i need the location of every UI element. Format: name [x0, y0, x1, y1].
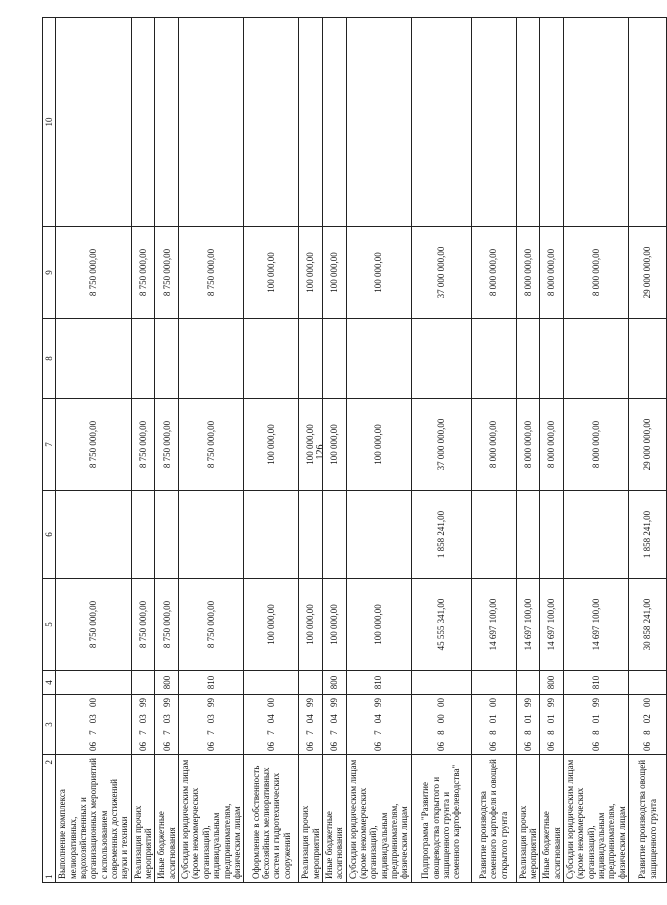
- row-value-col7: 8 750 000,00: [56, 399, 131, 491]
- row-value-col7: 100 000,00: [346, 399, 411, 491]
- row-name: Развитие производства овощей защищенного грунта: [629, 755, 667, 883]
- code-parts: [88, 698, 98, 751]
- row-value-col9: 8 000 000,00: [471, 227, 516, 319]
- code-parts: [266, 698, 276, 751]
- code-part: 8: [590, 730, 601, 735]
- row-value-col10: [564, 18, 629, 227]
- table-row: [540, 18, 564, 883]
- code-part: 7: [305, 730, 316, 735]
- code-part: 01: [488, 714, 499, 724]
- row-value-col8: [346, 319, 411, 399]
- row-value-col10: [471, 18, 516, 227]
- budget-table: [42, 17, 667, 883]
- row-expense-type: [516, 671, 540, 695]
- row-expense-type: [471, 671, 516, 695]
- code-part: 8: [546, 730, 557, 735]
- row-value-col6: [346, 491, 411, 579]
- row-value-col5: 14 697 100,00: [471, 579, 516, 671]
- row-value-col9: 8 000 000,00: [540, 227, 564, 319]
- row-value-col6: [540, 491, 564, 579]
- row-expense-type: [629, 671, 667, 695]
- row-name: Иные бюджетные ассигнования: [155, 755, 179, 883]
- row-value-col9: 29 000 000,00: [629, 227, 667, 319]
- column-header: 6: [43, 491, 56, 579]
- row-value-col6: [131, 491, 155, 579]
- row-expense-type: 800: [322, 671, 346, 695]
- code-part: 8: [435, 730, 446, 735]
- row-value-col9: 8 000 000,00: [516, 227, 540, 319]
- row-value-col5: 8 750 000,00: [155, 579, 179, 671]
- row-value-col10: [155, 18, 179, 227]
- row-value-col6: [179, 491, 244, 579]
- row-value-col7: 100 000,00: [244, 399, 299, 491]
- row-value-col10: [56, 18, 131, 227]
- column-header: 3: [43, 695, 56, 755]
- row-value-col10: [346, 18, 411, 227]
- row-value-col6: 1 858 241,00: [411, 491, 471, 579]
- row-value-col7: 100 000,00: [322, 399, 346, 491]
- row-code: [629, 695, 667, 755]
- page-number: 126: [315, 444, 326, 460]
- row-value-col7: 8 000 000,00: [540, 399, 564, 491]
- code-part: 06: [161, 742, 172, 751]
- row-code: [155, 695, 179, 755]
- code-part: 01: [546, 714, 557, 724]
- row-code: [516, 695, 540, 755]
- row-value-col9: 8 000 000,00: [564, 227, 629, 319]
- row-value-col7: 8 000 000,00: [516, 399, 540, 491]
- code-part: 7: [205, 730, 216, 735]
- code-part: 7: [88, 730, 99, 735]
- row-value-col7: 100 000,00: [299, 399, 323, 491]
- row-expense-type: [299, 671, 323, 695]
- rotated-table-frame: [42, 18, 658, 883]
- row-code: [131, 695, 155, 755]
- code-part: 00: [266, 698, 277, 708]
- column-header-label: 2: [44, 760, 54, 765]
- row-value-col8: [299, 319, 323, 399]
- row-name: Выполнение комплекса мелиоративных, водохозяйственных и организационных мероприятий с использованием современных достижений науки и техники: [56, 755, 131, 883]
- row-code: [346, 695, 411, 755]
- row-value-col10: [244, 18, 299, 227]
- code-part: 00: [88, 698, 99, 708]
- row-value-col5: 8 750 000,00: [56, 579, 131, 671]
- row-value-col8: [179, 319, 244, 399]
- code-part: 7: [373, 730, 384, 735]
- row-name: Подпрограмма "Развитие овощеводства открытого и защищенного грунта и семенного картофелеводства": [411, 755, 471, 883]
- code-part: 7: [161, 730, 172, 735]
- table-row: [516, 18, 540, 883]
- row-name: Реализация прочих мероприятий: [516, 755, 540, 883]
- code-part: 00: [642, 698, 653, 708]
- row-value-col10: [540, 18, 564, 227]
- row-name: Субсидии юридическим лицам (кроме некоммерческих организаций), индивидуальным предпринимателям, физическим лицам: [564, 755, 629, 883]
- row-value-col10: [322, 18, 346, 227]
- table-row: [179, 18, 244, 883]
- code-part: 7: [266, 730, 277, 735]
- code-part: 06: [266, 742, 277, 751]
- column-header: 9: [43, 227, 56, 319]
- code-part: 06: [488, 742, 499, 751]
- code-part: 06: [329, 742, 340, 751]
- code-part: 7: [329, 730, 340, 735]
- row-value-col7: 8 750 000,00: [155, 399, 179, 491]
- row-value-col10: [516, 18, 540, 227]
- row-value-col8: [516, 319, 540, 399]
- row-value-col7: 8 000 000,00: [564, 399, 629, 491]
- row-name: Развитие производства семенного картофеля и овощей открытого грунта: [471, 755, 516, 883]
- row-value-col9: 8 750 000,00: [56, 227, 131, 319]
- row-code: [179, 695, 244, 755]
- row-value-col10: [629, 18, 667, 227]
- row-expense-type: [131, 671, 155, 695]
- row-value-col10: [299, 18, 323, 227]
- row-value-col10: [179, 18, 244, 227]
- row-value-col8: [155, 319, 179, 399]
- code-part: 06: [205, 742, 216, 751]
- table-row: [155, 18, 179, 883]
- code-parts: [546, 698, 556, 751]
- table-row: [244, 18, 299, 883]
- row-value-col5: 100 000,00: [244, 579, 299, 671]
- code-part: 99: [305, 698, 316, 708]
- row-value-col5: 100 000,00: [299, 579, 323, 671]
- code-part: 8: [522, 730, 533, 735]
- code-part: 06: [546, 742, 557, 751]
- code-part: 03: [137, 714, 148, 724]
- row-name: Реализация прочих мероприятий: [299, 755, 323, 883]
- row-value-col8: [564, 319, 629, 399]
- row-expense-type: 800: [155, 671, 179, 695]
- row-value-col9: 8 750 000,00: [155, 227, 179, 319]
- row-value-col10: [131, 18, 155, 227]
- row-name: Реализация прочих мероприятий: [131, 755, 155, 883]
- code-part: 06: [435, 742, 446, 751]
- code-part: 01: [590, 714, 601, 724]
- row-value-col5: 100 000,00: [322, 579, 346, 671]
- code-part: 99: [329, 698, 340, 708]
- code-part: 03: [205, 714, 216, 724]
- row-name: Иные бюджетные ассигнования: [322, 755, 346, 883]
- code-parts: [162, 698, 172, 751]
- row-value-col7: 29 000 000,00: [629, 399, 667, 491]
- table-row: [299, 18, 323, 883]
- code-part: 06: [373, 742, 384, 751]
- code-part: 03: [161, 714, 172, 724]
- code-part: 99: [590, 698, 601, 708]
- row-value-col6: [244, 491, 299, 579]
- table-row: [56, 18, 131, 883]
- code-part: 8: [488, 730, 499, 735]
- row-code: [322, 695, 346, 755]
- column-header: [43, 755, 56, 883]
- row-value-col5: 100 000,00: [346, 579, 411, 671]
- row-value-col7: 8 000 000,00: [471, 399, 516, 491]
- code-part: 04: [373, 714, 384, 724]
- row-name: Иные бюджетные ассигнования: [540, 755, 564, 883]
- code-part: 06: [642, 742, 653, 751]
- table-body: [43, 18, 667, 883]
- row-expense-type: 800: [540, 671, 564, 695]
- row-value-col5: 14 697 100,00: [540, 579, 564, 671]
- column-header: 5: [43, 579, 56, 671]
- code-part: 00: [435, 698, 446, 708]
- row-value-col6: 1 858 241,00: [629, 491, 667, 579]
- row-value-col8: [411, 319, 471, 399]
- row-value-col9: 100 000,00: [346, 227, 411, 319]
- row-code: [56, 695, 131, 755]
- code-part: 7: [137, 730, 148, 735]
- code-parts: [373, 698, 383, 751]
- row-expense-type: 810: [179, 671, 244, 695]
- code-part: 06: [522, 742, 533, 751]
- row-value-col9: 100 000,00: [299, 227, 323, 319]
- row-value-col5: 8 750 000,00: [131, 579, 155, 671]
- table-row: [131, 18, 155, 883]
- row-value-col5: 14 697 100,00: [564, 579, 629, 671]
- table-row: [629, 18, 667, 883]
- column-header: 8: [43, 319, 56, 399]
- code-parts: [436, 698, 446, 751]
- row-expense-type: 810: [346, 671, 411, 695]
- table-row: [471, 18, 516, 883]
- row-code: [299, 695, 323, 755]
- row-value-col6: [322, 491, 346, 579]
- row-value-col8: [540, 319, 564, 399]
- row-value-col8: [471, 319, 516, 399]
- code-parts: [138, 698, 148, 751]
- column-header: 7: [43, 399, 56, 491]
- row-value-col9: 8 750 000,00: [131, 227, 155, 319]
- column-header-label: 1: [44, 874, 54, 879]
- row-name: Оформление в собственность бесхозяйных мелиоративных систем и гидротехнических сооружений: [244, 755, 299, 883]
- row-name: Субсидии юридическим лицам (кроме некоммерческих организаций), индивидуальным предпринимателям, физическим лицам: [346, 755, 411, 883]
- code-parts: [642, 698, 652, 751]
- row-value-col6: [155, 491, 179, 579]
- code-part: 99: [522, 698, 533, 708]
- code-parts: [305, 698, 315, 751]
- code-part: 01: [522, 714, 533, 724]
- row-expense-type: [56, 671, 131, 695]
- code-part: 04: [329, 714, 340, 724]
- row-value-col9: 8 750 000,00: [179, 227, 244, 319]
- code-part: 06: [88, 742, 99, 751]
- row-code: [411, 695, 471, 755]
- code-part: 04: [266, 714, 277, 724]
- row-expense-type: [411, 671, 471, 695]
- code-part: 03: [88, 714, 99, 724]
- code-part: 02: [642, 714, 653, 724]
- row-expense-type: 810: [564, 671, 629, 695]
- row-value-col6: [564, 491, 629, 579]
- row-value-col7: 8 750 000,00: [179, 399, 244, 491]
- row-value-col8: [56, 319, 131, 399]
- code-part: 99: [161, 698, 172, 708]
- code-parts: [488, 698, 498, 751]
- row-value-col5: 14 697 100,00: [516, 579, 540, 671]
- code-part: 00: [435, 714, 446, 724]
- row-value-col6: [516, 491, 540, 579]
- row-value-col6: [299, 491, 323, 579]
- code-part: 04: [305, 714, 316, 724]
- code-part: 99: [373, 698, 384, 708]
- table-row: [564, 18, 629, 883]
- row-value-col5: 30 858 241,00: [629, 579, 667, 671]
- column-header: 10: [43, 18, 56, 227]
- code-part: 06: [590, 742, 601, 751]
- row-value-col5: 8 750 000,00: [179, 579, 244, 671]
- code-part: 99: [546, 698, 557, 708]
- row-value-col8: [322, 319, 346, 399]
- row-value-col10: [411, 18, 471, 227]
- row-code: [540, 695, 564, 755]
- code-parts: [206, 698, 216, 751]
- column-header: 4: [43, 671, 56, 695]
- table-row: [322, 18, 346, 883]
- row-value-col6: [471, 491, 516, 579]
- row-code: [471, 695, 516, 755]
- code-parts: [523, 698, 533, 751]
- code-parts: [591, 698, 601, 751]
- row-value-col5: 45 555 341,00: [411, 579, 471, 671]
- row-code: [244, 695, 299, 755]
- row-value-col8: [244, 319, 299, 399]
- code-part: 99: [205, 698, 216, 708]
- row-value-col7: 37 000 000,00: [411, 399, 471, 491]
- row-value-col9: 100 000,00: [244, 227, 299, 319]
- code-part: 8: [642, 730, 653, 735]
- row-value-col7: 8 750 000,00: [131, 399, 155, 491]
- row-name: Субсидии юридическим лицам (кроме некоммерческих организаций), индивидуальным предпринимателям, физическим лицам: [179, 755, 244, 883]
- row-value-col8: [629, 319, 667, 399]
- code-part: 06: [305, 742, 316, 751]
- row-expense-type: [244, 671, 299, 695]
- code-part: 99: [137, 698, 148, 708]
- table-row: [346, 18, 411, 883]
- row-code: [564, 695, 629, 755]
- code-part: 00: [488, 698, 499, 708]
- row-value-col9: 37 000 000,00: [411, 227, 471, 319]
- table-row: [411, 18, 471, 883]
- row-value-col9: 100 000,00: [322, 227, 346, 319]
- header-row: [43, 18, 56, 883]
- code-parts: [329, 698, 339, 751]
- row-value-col6: [56, 491, 131, 579]
- row-value-col8: [131, 319, 155, 399]
- code-part: 06: [137, 742, 148, 751]
